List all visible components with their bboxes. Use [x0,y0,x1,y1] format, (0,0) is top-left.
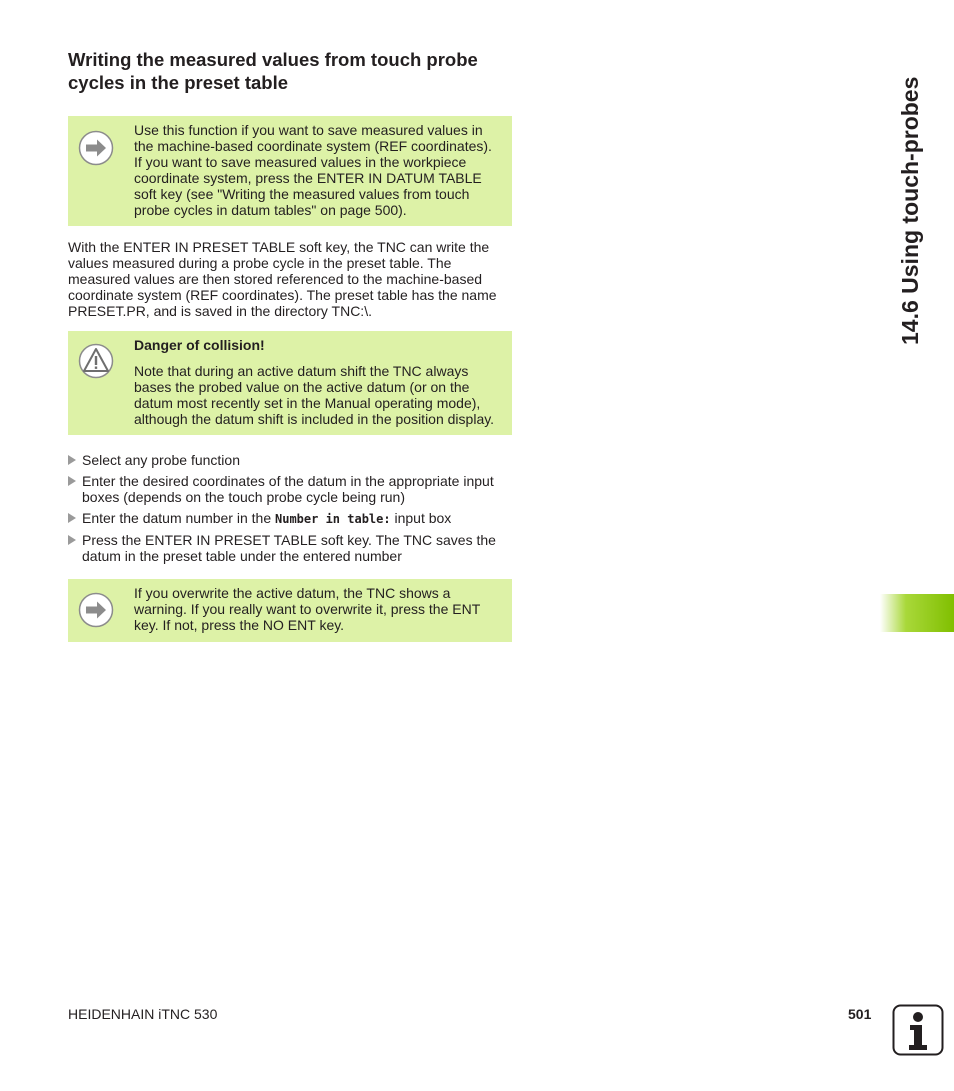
note-text [134,585,504,633]
step-item [68,510,514,527]
info-note-box [68,116,512,226]
warning-line: although the datum shift is included in the position display. [134,411,495,427]
warning-line: datum most recently set in the Manual operating mode), [134,395,481,411]
note-line: coordinate system, press the ENTER IN DATUM TABLE [134,170,482,186]
warning-text [134,337,504,427]
note-line: Use this function if you want to save measured values in [134,122,483,138]
bullet-triangle-icon [68,455,76,465]
note-line: probe cycles in datum tables" on page 500). [134,202,407,218]
note-line: warning. If you really want to overwrite it, press the ENT [134,601,481,617]
paragraph-line: With the ENTER IN PRESET TABLE soft key, the TNC can write the [68,239,490,255]
note-line: If you want to save measured values in the workpiece [134,154,467,170]
step-line: Enter the desired coordinates of the datum in the appropriate input [82,473,494,489]
note-text [134,122,504,218]
page-number: 501 [848,1006,872,1022]
note-line: the machine-based coordinate system (REF coordinates). [134,138,492,154]
warning-line: Note that during an active datum shift the TNC always [134,363,469,379]
note-line: key. If not, press the NO ENT key. [134,617,345,633]
paragraph-line: PRESET.PR, and is saved in the directory TNC:\. [68,303,372,319]
paragraph-line: values measured during a probe cycle in the preset table. The [68,255,452,271]
step-item [68,473,514,505]
note-line: soft key (see "Writing the measured values from touch [134,186,470,202]
code-text: Number in table: [275,512,391,526]
arrow-right-icon [78,592,114,628]
warning-triangle-icon [78,343,114,379]
step-text: Enter the datum number in the [82,510,275,526]
bullet-triangle-icon [68,513,76,523]
warning-line: bases the probed value on the active datum (or on the [134,379,470,395]
note-line: If you overwrite the active datum, the TNC shows a [134,585,451,601]
step-line: datum in the preset table under the entered number [82,548,402,564]
step-item [68,452,514,468]
step-text: input box [390,510,452,526]
paragraph-line: measured values are then stored referenced to the machine-based [68,271,483,287]
step-line: Select any probe function [82,452,240,468]
info-note-box-2 [68,579,512,642]
arrow-right-icon [78,130,114,166]
bullet-triangle-icon [68,535,76,545]
bullet-triangle-icon [68,476,76,486]
step-item [68,532,514,564]
footer-product: HEIDENHAIN iTNC 530 [68,1006,218,1022]
chapter-tab [880,594,954,632]
step-line: boxes (depends on the touch probe cycle being run) [82,489,405,505]
chapter-side-title: 14.6 Using touch-probes [897,76,923,345]
section-heading: Writing the measured values from touch probe cycles in the preset table [68,49,478,93]
info-icon [892,1004,944,1056]
paragraph-line: coordinate system (REF coordinates). The preset table has the name [68,287,497,303]
step-list [68,452,514,569]
step-line: Press the ENTER IN PRESET TABLE soft key. The TNC saves the [82,532,496,548]
warning-title: Danger of collision! [134,337,265,353]
body-paragraph [68,239,518,319]
step-line [82,510,514,527]
warning-note-box [68,331,512,435]
